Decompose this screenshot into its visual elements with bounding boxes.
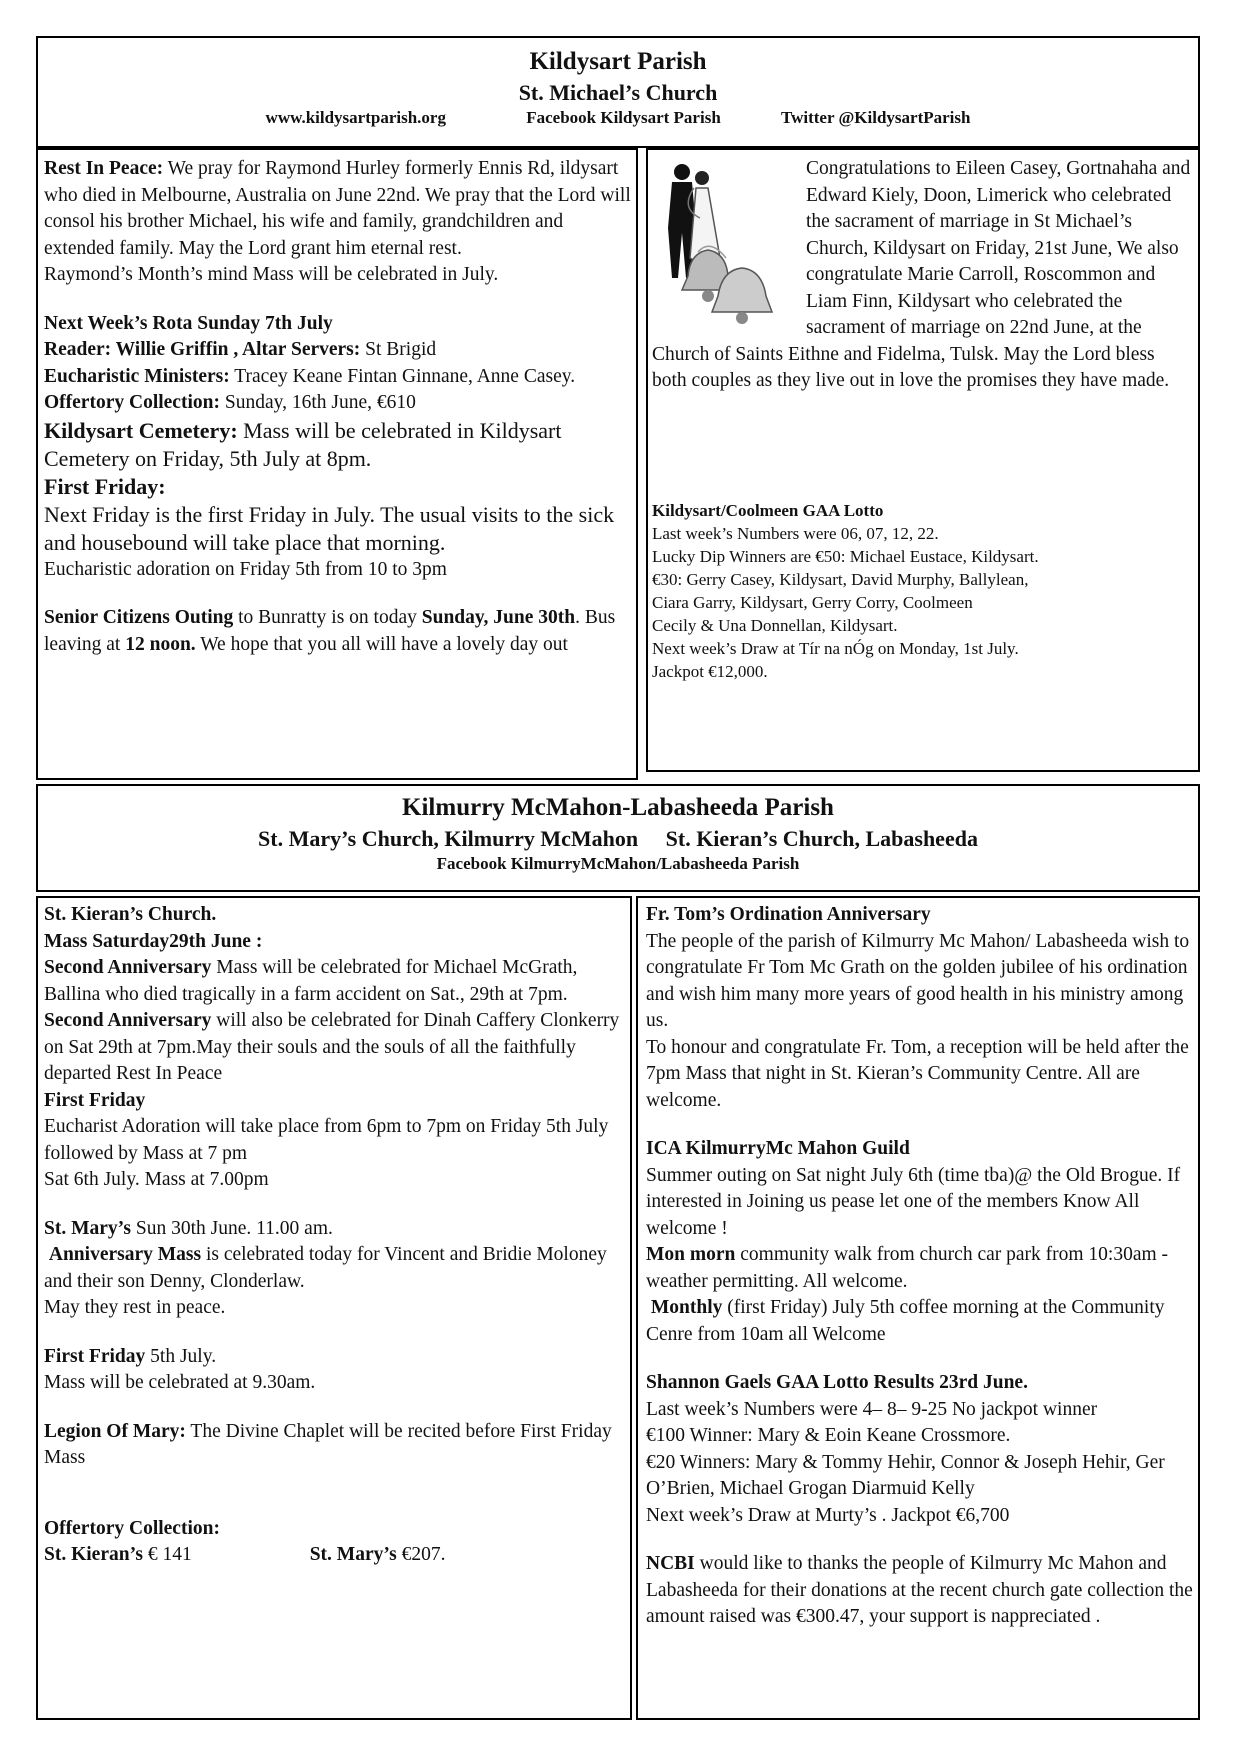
sg-line: €20 Winners: Mary & Tommy Hehir, Connor & Joseph Hehir, Ger O’Brien, Michael Grogan Diarmuid Kelly [646, 1451, 1165, 1499]
kildysart-right-notices [652, 156, 1192, 395]
reader-value: St Brigid [365, 339, 437, 360]
mass-saturday: Mass Saturday29th June : [44, 930, 263, 952]
ff2-mass: Mass will be celebrated at 9.30am. [44, 1372, 316, 1393]
lotto-line: Last week’s Numbers were 06, 07, 12, 22. [652, 524, 939, 543]
kildysart-header [36, 36, 1200, 148]
offertory-heading: Offertory Collection: [44, 1517, 220, 1539]
offertory-sk-label: St. Kieran’s [44, 1544, 143, 1565]
lotto-line: Lucky Dip Winners are €50: Michael Eustace, Kildysart. [652, 547, 1039, 566]
anniv-mass-label: Anniversary Mass [48, 1244, 202, 1265]
church-names: St. Mary’s Church, Kilmurry McMahon St. Kieran’s Church, Labasheeda [258, 826, 978, 851]
first-friday-label: First Friday [44, 1089, 146, 1111]
kildysart-lotto [652, 499, 1192, 683]
kilmurry-left-notices [44, 902, 626, 1569]
mon-morn-text: community walk from church car park from 10:30am - weather permitting. All welcome. [646, 1244, 1169, 1292]
offertory-label: Offertory Collection: [44, 392, 220, 413]
senior-text3: We hope that you all will have a lovely day out [200, 633, 568, 655]
rip-text: We pray for Raymond Hurley formerly Ennis Rd, ildysart who died in Melbourne, Australia on June 22nd. We pray that the Lord will consol his brother Michael, his wife and family, grandchildren and extended family. May the Lord grant him eternal rest. [44, 158, 631, 259]
facebook-link[interactable]: Facebook Kildysart Parish [526, 108, 721, 127]
ncbi-text: would like to thanks the people of Kilmurry Mc Mahon and Labasheeda for their donations at the recent church gate collection the amount raised was €300.47, your support is nappreciated . [646, 1553, 1193, 1627]
rip-mass: Raymond’s Month’s mind Mass will be celebrated in July. [44, 264, 499, 285]
em-value: Tracey Keane Fintan Ginnane, Anne Casey. [234, 365, 576, 387]
ordination-heading: Fr. Tom’s Ordination Anniversary [646, 904, 931, 925]
anniv1-text: Mass will be celebrated for Michael McGrath, Ballina who died tragically in a farm accident on Sat., 29th at 7pm. [44, 957, 578, 1005]
website-link[interactable]: www.kildysartparish.org [265, 108, 446, 127]
shannon-gaels-heading: Shannon Gaels GAA Lotto Results 23rd June. [646, 1372, 1028, 1393]
senior-label: Senior Citizens Outing [44, 607, 234, 628]
anniv2-label: Second Anniversary [44, 1010, 212, 1031]
first-friday-text: Next Friday is the first Friday in July. The usual visits to the sick and housebound will take place that morning. [44, 501, 615, 555]
cemetery-text: Mass will be celebrated in Kildysart Cemetery on Friday, 5th July at 8pm. [44, 417, 562, 471]
parish-title: Kilmurry McMahon-Labasheeda Parish [402, 794, 834, 821]
ordination-text: The people of the parish of Kilmurry Mc Mahon/ Labasheeda wish to congratulate Fr Tom Mc Grath on the golden jubilee of his ordination and wish him many more years of good health in his ministry among us. [646, 930, 1190, 1031]
ncbi-label: NCBI [646, 1553, 695, 1574]
anniv2-text: will also be celebrated for Dinah Caffery Clonkerry on Sat 29th at 7pm.May their souls and the souls of all the faithfully departed Rest In Peace [44, 1010, 620, 1084]
lotto-line: Jackpot €12,000. [652, 662, 768, 681]
kilmurry-header [36, 784, 1200, 892]
kildysart-notices [44, 156, 632, 658]
first-friday-text: Eucharist Adoration will take place from 6pm to 7pm on Friday 5th July followed by Mass at 7 pm [44, 1116, 609, 1164]
ica-text: Summer outing on Sat night July 6th (time tba)@ the Old Brogue. If interested in Joining us pease let one of the members Know All welcome ! [646, 1164, 1181, 1239]
offertory-sm-value: €207. [401, 1544, 446, 1565]
ica-heading: ICA KilmurryMc Mahon Guild [646, 1138, 910, 1159]
lotto-line: €30: Gerry Casey, Kildysart, David Murphy, Ballylean, [652, 570, 1029, 589]
offertory-sk-value: € 141 [147, 1544, 192, 1565]
twitter-link[interactable]: Twitter @KildysartParish [781, 108, 971, 127]
parish-title: Kildysart Parish [529, 48, 707, 75]
mon-morn-label: Mon morn [646, 1244, 736, 1265]
kilmurry-right-notices [646, 902, 1194, 1631]
offertory-value: Sunday, 16th June, €610 [224, 392, 416, 413]
sg-line: €100 Winner: Mary & Eoin Keane Crossmore. [646, 1425, 1011, 1446]
anniv-mass-text: is celebrated today for Vincent and Bridie Moloney and their son Denny, Clonderlaw. [44, 1244, 607, 1292]
st-kierans-heading: St. Kieran’s Church. [44, 904, 217, 925]
lotto-heading: Kildysart/Coolmeen GAA Lotto [652, 501, 884, 520]
senior-date: Sunday, June 30th [421, 607, 576, 628]
ff2-text: 5th July. [150, 1345, 217, 1367]
lotto-line: Next week’s Draw at Tír na nÓg on Monday, 1st July. [652, 639, 1019, 658]
rest-in-peace: May they rest in peace. [44, 1297, 226, 1318]
senior-text2: . Bus leaving at [44, 607, 616, 655]
cemetery-label: Kildysart Cemetery: [44, 417, 238, 443]
rota-heading: Next Week’s Rota Sunday 7th July [44, 312, 333, 334]
lotto-line: Cecily & Una Donnellan, Kildysart. [652, 616, 898, 635]
monthly-label: Monthly [650, 1297, 723, 1318]
legion-label: Legion Of Mary: [44, 1420, 186, 1442]
senior-text1: to Bunratty is on today [238, 607, 417, 628]
legion-text: The Divine Chaplet will be recited before First Friday Mass [44, 1420, 612, 1468]
reception-text: To honour and congratulate Fr. Tom, a reception will be held after the 7pm Mass that night in St. Kieran’s Community Centre. All are welcome. [646, 1036, 1189, 1111]
first-friday-label: First Friday: [44, 473, 166, 499]
saturday-mass: Sat 6th July. Mass at 7.00pm [44, 1169, 269, 1190]
sg-line: Next week’s Draw at Murty’s . Jackpot €6,700 [646, 1504, 1010, 1526]
adoration-text: Eucharistic adoration on Friday 5th from 10 to 3pm [44, 558, 447, 580]
ff2-label: First Friday [44, 1345, 146, 1367]
sg-line: Last week’s Numbers were 4– 8– 9-25 No jackpot winner [646, 1398, 1098, 1420]
rip-label: Rest In Peace: [44, 158, 164, 179]
offertory-sm-label: St. Mary’s [309, 1544, 397, 1565]
st-marys-label: St. Mary’s [44, 1217, 132, 1239]
facebook-link[interactable]: Facebook KilmurryMcMahon/Labasheeda Parish [436, 854, 800, 873]
anniv1-label: Second Anniversary [44, 957, 212, 978]
lotto-line: Ciara Garry, Kildysart, Gerry Corry, Coolmeen [652, 593, 973, 612]
congratulations-text: Congratulations to Eileen Casey, Gortnahaha and Edward Kiely, Doon, Limerick who celebrated the sacrament of marriage in St Michael’s Church, Kildysart on Friday, 21st June, We also congratulate Marie Carroll, Roscommon and Liam Finn, Kildysart who celebrated the sacrament of marriage on 22nd June, at the Church of Saints Eithne and Fidelma, Tulsk. May the Lord bless both couples as they live out in love the promises they have made. [652, 158, 1191, 391]
monthly-text: (first Friday) July 5th coffee morning at the Community Cenre from 10am all Welcome [646, 1297, 1165, 1345]
reader-label: Reader: Willie Griffin , Altar Servers: [44, 339, 361, 360]
church-name: St. Michael’s Church [518, 80, 718, 105]
st-marys-text: Sun 30th June. 11.00 am. [135, 1217, 333, 1239]
senior-time: 12 noon. [125, 633, 196, 655]
em-label: Eucharistic Ministers: [44, 365, 230, 387]
